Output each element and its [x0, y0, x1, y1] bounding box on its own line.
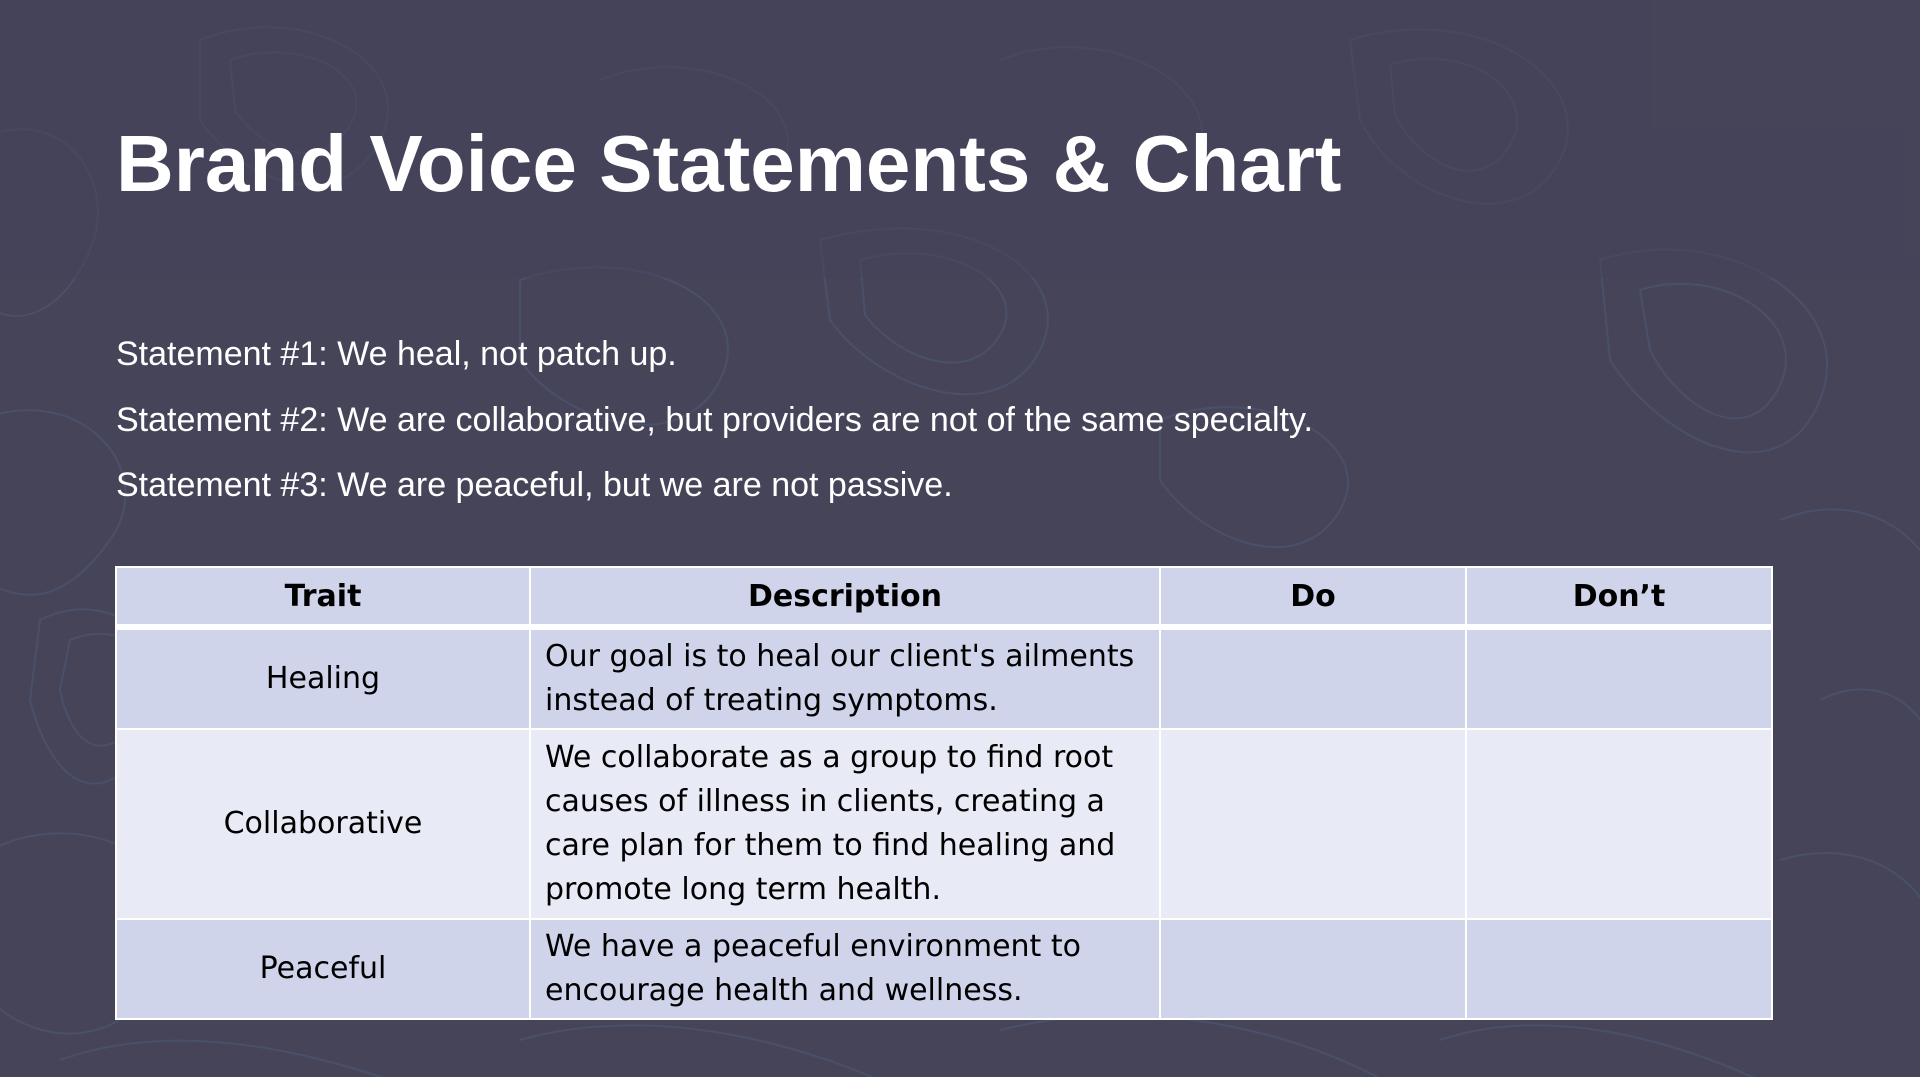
description-cell: Our goal is to heal our client's ailments instead of treating symptoms. [530, 627, 1160, 729]
header-trait: Trait [116, 567, 530, 627]
do-cell [1160, 919, 1466, 1019]
header-dont: Don’t [1466, 567, 1772, 627]
table-row [116, 627, 1772, 729]
slide-title: Brand Voice Statements & Chart [116, 119, 1342, 208]
description-cell: We have a peaceful environment to encourage health and wellness. [530, 919, 1160, 1019]
table-header-row [116, 567, 1772, 627]
description-cell: We collaborate as a group to find root causes of illness in clients, creating a care plan for them to find healing and promote long term health. [530, 729, 1160, 919]
statement-3: Statement #3: We are peaceful, but we are not passive. [116, 466, 953, 504]
dont-cell [1466, 729, 1772, 919]
statements-list [116, 334, 1313, 531]
do-cell [1160, 627, 1466, 729]
do-cell [1160, 729, 1466, 919]
dont-cell [1466, 919, 1772, 1019]
trait-cell: Peaceful [116, 919, 530, 1019]
table-row [116, 919, 1772, 1019]
dont-cell [1466, 627, 1772, 729]
brand-voice-chart [115, 566, 1773, 1020]
table-row [116, 729, 1772, 919]
header-description: Description [530, 567, 1160, 627]
statement-2: Statement #2: We are collaborative, but providers are not of the same specialty. [116, 400, 1313, 439]
trait-cell: Collaborative [116, 729, 530, 919]
header-do: Do [1160, 567, 1466, 627]
statement-1: Statement #1: We heal, not patch up. [116, 335, 677, 373]
trait-cell: Healing [116, 627, 530, 729]
